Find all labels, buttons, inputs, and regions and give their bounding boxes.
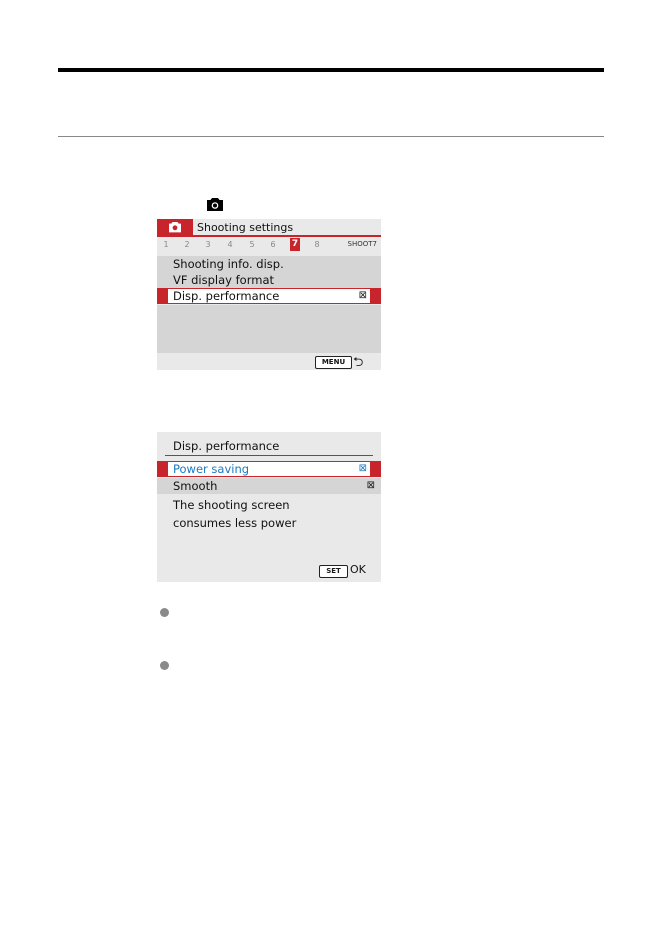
menu-item-selected[interactable] <box>157 288 381 304</box>
bullet-icon <box>160 608 169 617</box>
tab-number[interactable]: 8 <box>314 240 320 249</box>
menu-item[interactable] <box>157 256 381 272</box>
disp-performance-screen <box>157 432 381 582</box>
tab-title: Shooting settings <box>197 221 294 234</box>
tab-number-active[interactable]: 7 <box>291 239 299 249</box>
power-saving-icon: ⊠ <box>358 463 367 474</box>
top-rule <box>58 68 604 72</box>
menu-item-empty <box>157 305 381 321</box>
shoot-tab[interactable] <box>157 219 193 236</box>
screen-title: Disp. performance <box>173 439 280 453</box>
tab-number[interactable]: 5 <box>249 240 255 249</box>
tab-number[interactable]: 2 <box>184 240 190 249</box>
menu-item-empty <box>157 337 381 353</box>
ok-label: OK <box>350 563 366 576</box>
performance-mode-icon: ⊠ <box>358 290 367 301</box>
description-line: consumes less power <box>173 516 297 530</box>
shooting-settings-screen <box>157 219 381 370</box>
option-power-saving[interactable] <box>157 461 381 477</box>
menu-item[interactable] <box>157 272 381 288</box>
tab-number-strip <box>157 237 381 253</box>
menu-item-label: Disp. performance <box>173 289 280 303</box>
option-label: Smooth <box>173 479 218 493</box>
tab-number[interactable]: 3 <box>205 240 211 249</box>
section-rule <box>58 136 604 137</box>
tab-number[interactable]: 6 <box>270 240 276 249</box>
menu-item-label: VF display format <box>173 273 274 287</box>
option-label: Power saving <box>173 462 250 476</box>
set-button[interactable]: SET <box>319 565 348 578</box>
menu-item-empty <box>157 321 381 337</box>
shoot-tab-label: SHOOT7 <box>347 240 377 248</box>
tab-number[interactable]: 1 <box>163 240 169 249</box>
option-description <box>173 496 373 532</box>
menu-item-label: Shooting info. disp. <box>173 257 284 271</box>
back-arrow-icon: ⮌ <box>353 355 364 370</box>
menu-button[interactable]: MENU <box>315 356 352 369</box>
option-smooth[interactable] <box>157 478 381 494</box>
camera-icon <box>206 197 224 212</box>
smooth-icon: ⊠ <box>366 480 375 491</box>
camera-icon <box>168 221 182 233</box>
tab-number[interactable]: 4 <box>227 240 233 249</box>
title-underline <box>165 455 373 456</box>
bullet-icon <box>160 661 169 670</box>
description-line: The shooting screen <box>173 498 290 512</box>
